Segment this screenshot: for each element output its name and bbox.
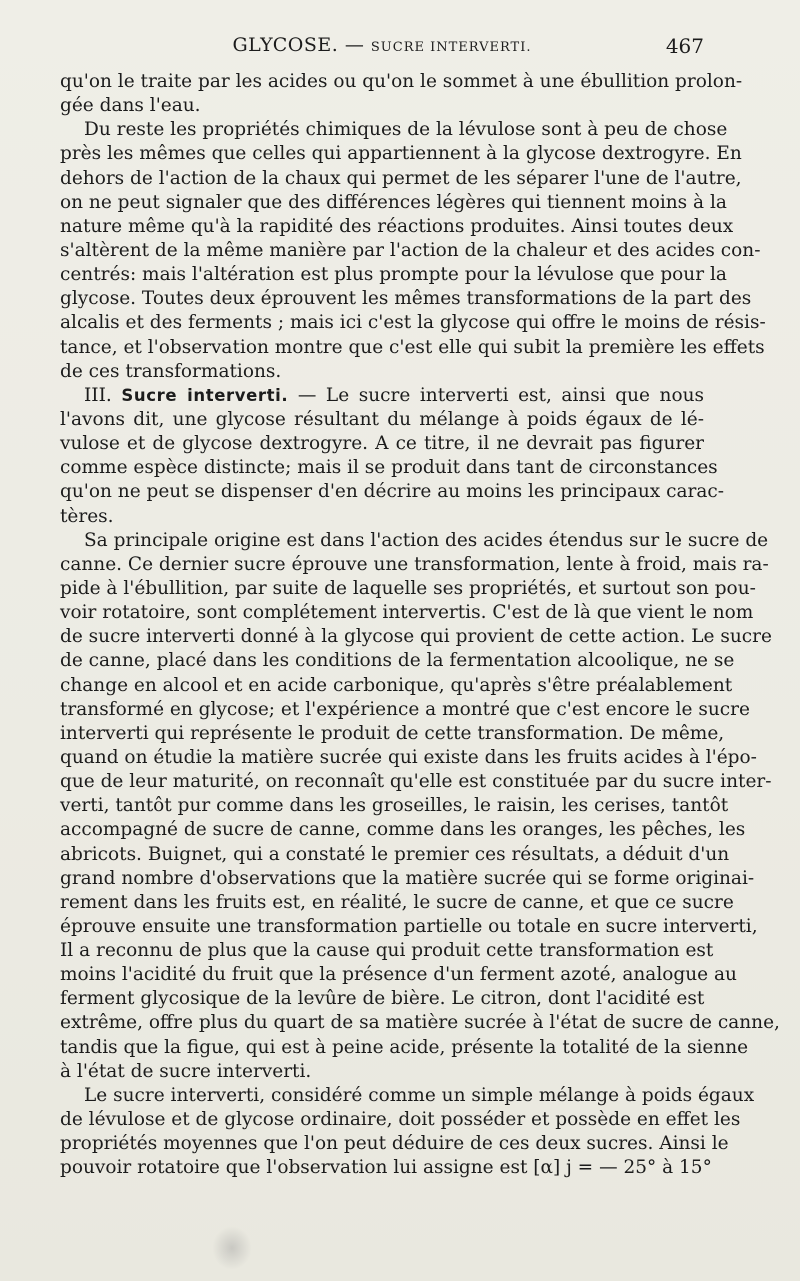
text-line: Il a reconnu de plus que la cause qui produit cette transformation est: [60, 940, 714, 962]
text-line: accompagné de sucre de canne, comme dans les oranges, les pêches, les: [60, 819, 746, 841]
text-line: que de leur maturité, on reconnaît qu'elle est constituée par du sucre inter-: [60, 771, 772, 793]
running-title-sub: SUCRE INTERVERTI.: [370, 40, 532, 55]
text-line: quand on étudie la matière sucrée qui existe dans les fruits acides à l'épo-: [60, 746, 757, 768]
text-line: abricots. Buignet, qui a constaté le premier ces résultats, a déduit d'un: [60, 843, 730, 865]
text-line: près les mêmes que celles qui appartiennent à la glycose dextrogyre. En: [60, 143, 742, 165]
text-line: alcalis et des ferments ; mais ici c'est la glycose qui offre le moins de résis-: [60, 312, 766, 334]
text-line: vulose et de glycose dextrogyre. A ce titre, il ne devrait pas figurer: [60, 433, 704, 455]
text-line: de sucre interverti donné à la glycose qui provient de cette action. Le sucre: [60, 626, 772, 648]
text-line: Le sucre interverti, considéré comme un simple mélange à poids égaux: [84, 1084, 755, 1106]
running-title-dash: —: [338, 34, 371, 56]
section-number: III.: [84, 384, 112, 406]
text-line: éprouve ensuite une transformation partielle ou totale en sucre interverti,: [60, 915, 758, 937]
text-line: ferment glycosique de la levûre de bière. Le citron, dont l'acidité est: [60, 988, 705, 1010]
text-line: qu'on ne peut se dispenser d'en décrire au moins les principaux carac-: [60, 481, 724, 503]
text-line: grand nombre d'observations que la matière sucrée qui se forme originai-: [60, 867, 755, 889]
text-line: Du reste les propriétés chimiques de la lévulose sont à peu de chose: [84, 119, 728, 141]
section-heading-rest: — Le sucre interverti est, ainsi que nous: [288, 384, 704, 406]
text-line: dehors de l'action de la chaux qui permet de les séparer l'une de l'autre,: [60, 167, 742, 189]
text-line: nature même qu'à la rapidité des réactions produites. Ainsi toutes deux: [60, 215, 734, 237]
text-line: s'altèrent de la même manière par l'action de la chaleur et des acides con-: [60, 239, 761, 261]
text-line: moins l'acidité du fruit que la présence d'un ferment azoté, analogue au: [60, 964, 737, 986]
text-line: à l'état de sucre interverti.: [60, 1060, 312, 1082]
text-line: on ne peut signaler que des différences légères qui tiennent moins à la: [60, 191, 727, 213]
section-title: Sucre interverti.: [121, 385, 289, 405]
text-line: de lévulose et de glycose ordinaire, doit posséder et possède en effet les: [60, 1109, 741, 1131]
text-line: l'avons dit, une glycose résultant du mélange à poids égaux de lé-: [60, 408, 704, 430]
text-line: tères.: [60, 505, 114, 527]
text-line: rement dans les fruits est, en réalité, le sucre de canne, et que ce sucre: [60, 891, 734, 913]
text-line: voir rotatoire, sont complétement intervertis. C'est de là que vient le nom: [60, 602, 754, 624]
text-line: canne. Ce dernier sucre éprouve une transformation, lente à froid, mais ra-: [60, 553, 769, 575]
text-line: extrême, offre plus du quart de sa matière sucrée à l'état de sucre de canne,: [60, 1012, 780, 1034]
text-line: gée dans l'eau.: [60, 95, 201, 117]
text-line: de canne, placé dans les conditions de la fermentation alcoolique, ne se: [60, 650, 735, 672]
running-title: [60, 34, 704, 56]
text-line: interverti qui représente le produit de cette transformation. De même,: [60, 722, 725, 744]
text-line: pide à l'ébullition, par suite de laquelle ses propriétés, et surtout son pou-: [60, 577, 756, 599]
text-line: transformé en glycose; et l'expérience a montré que c'est encore le sucre: [60, 698, 750, 720]
text-line: Sa principale origine est dans l'action des acides étendus sur le sucre de: [84, 529, 769, 551]
text-line: pouvoir rotatoire que l'observation lui assigne est [α] j = — 25° à 15°: [60, 1157, 712, 1179]
page-number: 467: [665, 34, 704, 58]
text-line: qu'on le traite par les acides ou qu'on le sommet à une ébullition prolon-: [60, 71, 743, 92]
text-line: glycose. Toutes deux éprouvent les mêmes transformations de la part des: [60, 288, 752, 310]
text-line: verti, tantôt pur comme dans les groseilles, le raisin, les cerises, tantôt: [60, 795, 729, 817]
text-line: change en alcool et en acide carbonique, qu'après s'être préalablement: [60, 674, 733, 696]
text-line: tandis que la figue, qui est à peine acide, présente la totalité de la sienne: [60, 1036, 749, 1058]
text-line: centrés: mais l'altération est plus prompte pour la lévulose que pour la: [60, 264, 727, 286]
page-body: [60, 70, 780, 1180]
running-header: [60, 34, 704, 64]
paper-smudge: [212, 1226, 252, 1270]
running-title-main: GLYCOSE.: [232, 34, 339, 56]
text-line: comme espèce distincte; mais il se produit dans tant de circonstances: [60, 457, 718, 479]
text-line: propriétés moyennes que l'on peut déduire de ces deux sucres. Ainsi le: [60, 1133, 729, 1155]
text-line: de ces transformations.: [60, 360, 282, 382]
section-heading-line: [60, 384, 704, 408]
text-line: tance, et l'observation montre que c'est elle qui subit la première les effets: [60, 336, 765, 358]
